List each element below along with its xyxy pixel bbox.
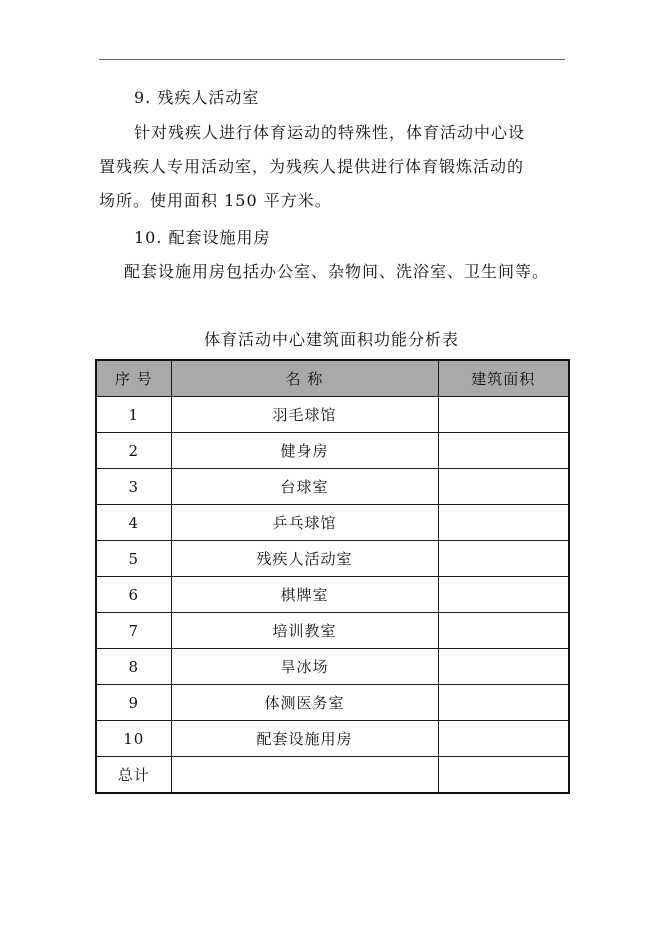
- section-9-paragraph-line-1: 针对残疾人进行体育运动的特殊性，体育活动中心设: [134, 123, 526, 142]
- row-no: 5: [96, 541, 171, 577]
- row-area: [438, 541, 569, 577]
- row-name: 台球室: [171, 469, 438, 505]
- row-no: 4: [96, 505, 171, 541]
- row-no: 1: [96, 397, 171, 433]
- header-name: 名 称: [171, 360, 438, 397]
- row-area: [438, 721, 569, 757]
- row-name: 乒乓球馆: [171, 505, 438, 541]
- row-name: 体测医务室: [171, 685, 438, 721]
- row-no: 2: [96, 433, 171, 469]
- table-row: [96, 505, 569, 541]
- table-total-row: [96, 757, 569, 794]
- table-row: [96, 613, 569, 649]
- section-10-paragraph-line-1: 配套设施用房包括办公室、杂物间、洗浴室、卫生间等。: [124, 262, 550, 281]
- row-area: [438, 469, 569, 505]
- header-area: 建筑面积: [438, 360, 569, 397]
- table-caption: 体育活动中心建筑面积功能分析表: [203, 330, 459, 349]
- section-9-heading: 9. 残疾人活动室: [134, 88, 260, 107]
- row-no: 3: [96, 469, 171, 505]
- row-name: 旱冰场: [171, 649, 438, 685]
- row-area: [438, 649, 569, 685]
- area-analysis-table: [95, 359, 570, 794]
- row-area: [438, 505, 569, 541]
- row-area: [438, 433, 569, 469]
- row-name: 健身房: [171, 433, 438, 469]
- table-row: [96, 433, 569, 469]
- row-area: [438, 613, 569, 649]
- row-no: 10: [96, 721, 171, 757]
- table-row: [96, 685, 569, 721]
- row-no: 8: [96, 649, 171, 685]
- row-name: 羽毛球馆: [171, 397, 438, 433]
- row-name: 残疾人活动室: [171, 541, 438, 577]
- header-rule: [99, 59, 565, 60]
- table-header-row: [96, 360, 569, 397]
- row-name: 配套设施用房: [171, 721, 438, 757]
- table-row: [96, 577, 569, 613]
- section-10-heading: 10. 配套设施用房: [134, 228, 271, 247]
- table-row: [96, 541, 569, 577]
- table-row: [96, 469, 569, 505]
- row-no: 6: [96, 577, 171, 613]
- row-name: 棋牌室: [171, 577, 438, 613]
- row-name: 培训教室: [171, 613, 438, 649]
- row-area: [438, 685, 569, 721]
- table-row: [96, 397, 569, 433]
- table-row: [96, 721, 569, 757]
- row-area: [438, 397, 569, 433]
- total-name-cell: [171, 757, 438, 794]
- section-9-paragraph-line-2: 置残疾人专用活动室，为残疾人提供进行体育锻炼活动的: [99, 157, 525, 176]
- row-no: 7: [96, 613, 171, 649]
- total-label: 总计: [96, 757, 171, 794]
- section-9-paragraph-line-3: 场所。使用面积 150 平方米。: [99, 191, 332, 210]
- table-row: [96, 649, 569, 685]
- row-area: [438, 577, 569, 613]
- row-no: 9: [96, 685, 171, 721]
- total-area-cell: [438, 757, 569, 794]
- header-no: 序 号: [96, 360, 171, 397]
